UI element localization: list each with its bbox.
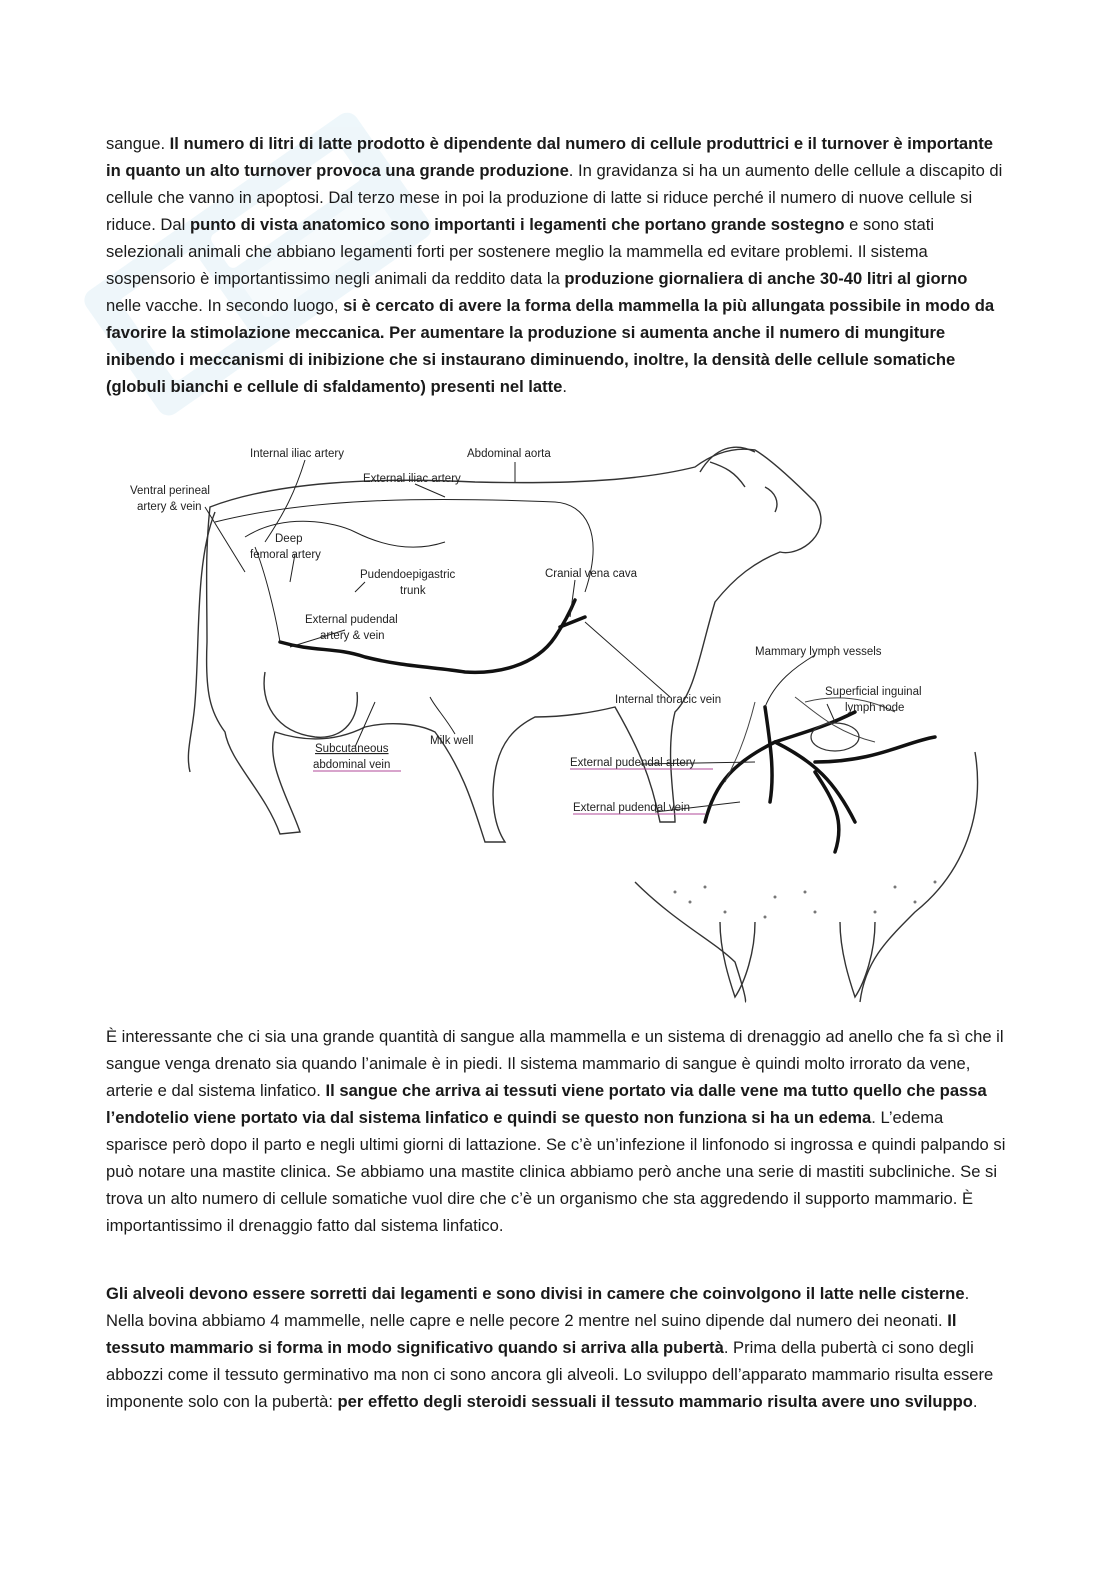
label-external-pudendal-1: External pudendal bbox=[305, 614, 398, 626]
vessel-pudendal bbox=[255, 547, 280, 642]
label-abdominal-aorta: Abdominal aorta bbox=[467, 448, 551, 460]
bold-run: Il sangue che arriva ai tessuti viene portato via dalle vene ma tutto quello che passa l’endotelio viene portato via dal sistema linfatico e quindi se questo non funziona si ha un edema bbox=[106, 1081, 987, 1127]
bold-run: punto di vista anatomico sono importanti i legamenti che portano grande sostegno bbox=[189, 215, 845, 234]
text-run: nelle vacche. In secondo luogo, bbox=[106, 296, 344, 315]
paragraph-3 bbox=[106, 1280, 1006, 1415]
udder-section-outline bbox=[635, 752, 978, 1002]
paragraph-1 bbox=[106, 130, 1006, 400]
text-run: . bbox=[972, 1392, 978, 1411]
label-subcutaneous-2: abdominal vein bbox=[313, 759, 391, 771]
text-run: . L’edema sparisce però dopo il parto e negli ultimi giorni di lattazione. Se c’è un’infezione il linfonodo si ingrossa e quindi palpando si può notare una mastite clinica. Se abbiamo una mastite clinica abbiamo però anche una serie di mastiti subcliniche. Se si trova un alto numero di cellule somatiche vuol dire che c’è un organismo che sta aggredendo il supporto mammario. È importantissimo il drenaggio fatto dal sistema linfatico. bbox=[106, 1108, 1006, 1235]
bold-run: Gli alveoli devono essere sorretti dai legamenti e sono divisi in camere che coinvolgono il latte nelle cisterne bbox=[106, 1284, 965, 1303]
label-mammary-lymph-vessels: Mammary lymph vessels bbox=[755, 646, 882, 658]
bold-run: si è cercato di avere la forma della mammella la più allungata possibile in modo da favorire la stimolazione meccanica. Per aumentare la produzione si aumenta anche il numero di mungiture inibendo i meccanismi di inibizione che si instaurano diminuendo, inoltre, la densità delle cellule somatiche (globuli bianchi e cellule di sfaldamento) presenti nel latte bbox=[106, 296, 995, 396]
label-pudendoepigastric-2: trunk bbox=[400, 585, 426, 597]
label-internal-iliac-artery: Internal iliac artery bbox=[250, 448, 344, 460]
text-run: È interessante che ci sia una grande quantità di sangue alla mammella e un sistema di drenaggio ad anello che fa sì che il sangue venga drenato sia quando l’animale è in piedi. Il sistema mammario di sangue è quindi molto irrorato da vene, arterie e dal sistema linfatico. bbox=[106, 1027, 1004, 1100]
cow-tail bbox=[188, 512, 215, 772]
label-external-pudendal-artery: External pudendal artery bbox=[570, 757, 696, 769]
udder-section-vessels bbox=[705, 707, 935, 852]
label-ventral-perineal-1: Ventral perineal bbox=[130, 485, 210, 497]
label-deep-femoral-1: Deep bbox=[275, 533, 303, 545]
label-superficial-inguinal-1: Superficial inguinal bbox=[825, 686, 922, 698]
bold-run: Il numero di litri di latte prodotto è dipendente dal numero di cellule produttrici e il turnover è importante in quanto un alto turnover provoca una grande produzione bbox=[106, 134, 993, 180]
label-internal-thoracic-vein: Internal thoracic vein bbox=[615, 694, 722, 706]
text-run: e sono stati selezionali animali che abbiano legamenti forti per sostenere meglio la mammella ed evitare problemi. Il sistema sospensorio è importantissimo negli animali da reddito data la bbox=[106, 215, 935, 288]
teat-right bbox=[840, 922, 875, 997]
text-run: . In gravidanza si ha un aumento delle cellule a discapito di cellule che vanno in apoptosi. Dal terzo mese in poi la produzione di latte si riduce perché il numero di nuove cellule si riduce. Dal bbox=[106, 161, 1003, 234]
label-external-pudendal-2: artery & vein bbox=[320, 630, 385, 642]
leader-lines bbox=[205, 460, 835, 812]
label-deep-femoral-2: femoral artery bbox=[250, 549, 321, 561]
bold-run: per effetto degli steroidi sessuali il tessuto mammario risulta avere uno sviluppo bbox=[337, 1392, 973, 1411]
bold-run: produzione giornaliera di anche 30-40 litri al giorno bbox=[564, 269, 968, 288]
label-cranial-vena-cava: Cranial vena cava bbox=[545, 568, 638, 580]
label-external-iliac-artery: External iliac artery bbox=[363, 473, 461, 485]
text-run: . bbox=[562, 377, 568, 396]
label-milk-well: Milk well bbox=[430, 735, 474, 747]
text-run: . Nella bovina abbiamo 4 mammelle, nelle capre e nelle pecore 2 mentre nel suino dipende dal numero dei neonati. bbox=[106, 1284, 970, 1330]
label-external-pudendal-vein: External pudendal vein bbox=[573, 802, 690, 814]
paragraph-2 bbox=[106, 1023, 1006, 1239]
teat-left bbox=[720, 922, 755, 997]
lymph-node bbox=[811, 723, 859, 751]
label-subcutaneous-1: Subcutaneous bbox=[315, 743, 389, 755]
text-run: sangue. bbox=[106, 134, 170, 153]
text-run: . Prima della pubertà ci sono degli abbozzi come il tessuto germinativo ma non ci sono ancora gli alveoli. Lo sviluppo dell’apparato mammario risulta essere imponente solo con la pubertà: bbox=[106, 1338, 994, 1411]
alveoli-dots bbox=[674, 881, 937, 919]
udder-vascular-figure bbox=[115, 442, 995, 1007]
label-pudendoepigastric-1: Pudendoepigastric bbox=[360, 569, 456, 581]
bold-run: Il tessuto mammario si forma in modo significativo quando si arriva alla pubertà bbox=[106, 1311, 957, 1357]
label-ventral-perineal-2: artery & vein bbox=[137, 501, 202, 513]
cow-udder bbox=[264, 672, 357, 737]
label-superficial-inguinal-2: lymph node bbox=[845, 702, 905, 714]
